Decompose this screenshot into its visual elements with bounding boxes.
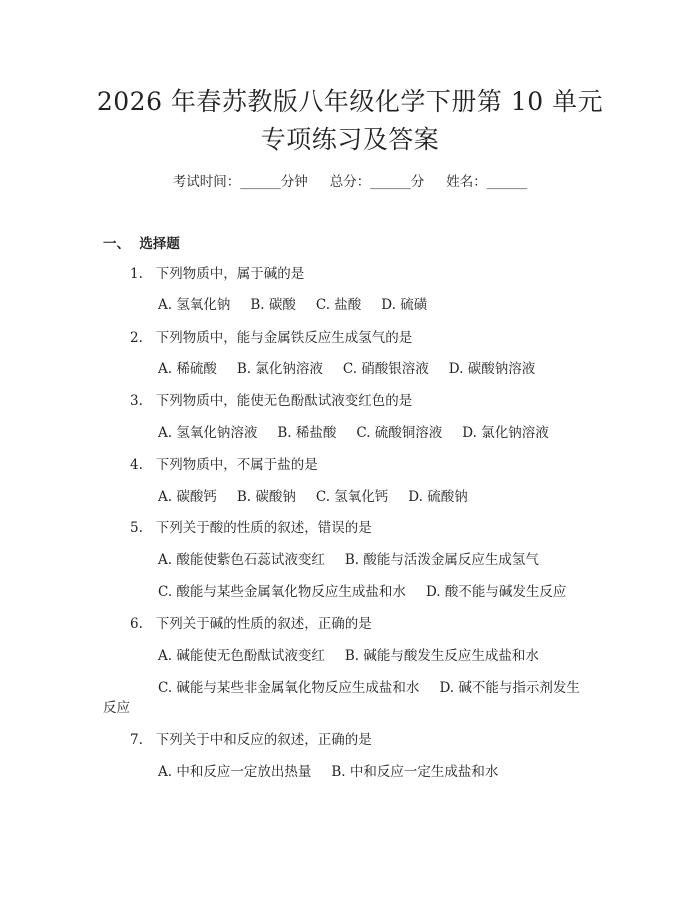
exam-info — [0, 170, 700, 190]
exam-time: 考试时间：______分钟 — [172, 174, 308, 190]
option-a: A. 氢氧化钠 — [158, 297, 231, 313]
question-4-options — [158, 485, 468, 505]
option-a: A. 中和反应一定放出热量 — [158, 764, 312, 780]
option-b: B. 碳酸 — [250, 297, 296, 313]
question-1: 1. 下列物质中，属于碱的是 — [130, 266, 305, 282]
option-a: A. 稀硫酸 — [158, 361, 217, 377]
section-heading: 一、 选择题 — [103, 236, 180, 252]
option-d: D. 碱不能与指示剂发生 — [439, 680, 580, 696]
page-title-line1: 2026 年春苏教版八年级化学下册第 10 单元 — [96, 87, 604, 116]
question-6-options-row2 — [158, 676, 580, 696]
question-4: 4. 下列物质中，不属于盐的是 — [130, 457, 318, 473]
option-b: B. 氯化钠溶液 — [236, 361, 323, 377]
option-c: C. 盐酸 — [315, 297, 362, 313]
option-b: B. 酸能与活泼金属反应生成氢气 — [344, 552, 539, 568]
question-5: 5. 下列关于酸的性质的叙述，错误的是 — [130, 520, 372, 536]
question-1-options — [158, 293, 427, 313]
question-7: 7. 下列关于中和反应的叙述，正确的是 — [130, 732, 372, 748]
option-c: C. 酸能与某些金属氧化物反应生成盐和水 — [158, 584, 406, 600]
option-d: D. 碳酸钠溶液 — [448, 361, 536, 377]
option-a: A. 氢氧化钠溶液 — [158, 425, 258, 441]
option-b: B. 碱能与酸发生反应生成盐和水 — [344, 648, 539, 664]
option-d: D. 酸不能与碱发生反应 — [425, 584, 567, 600]
question-3: 3. 下列物质中，能使无色酚酞试液变红色的是 — [130, 393, 413, 409]
option-b: B. 中和反应一定生成盐和水 — [331, 764, 499, 780]
option-c: C. 硝酸银溶液 — [342, 361, 429, 377]
option-c: C. 硫酸铜溶液 — [356, 425, 443, 441]
option-b: B. 稀盐酸 — [277, 425, 337, 441]
option-d: D. 硫磺 — [381, 297, 428, 313]
option-d: D. 氯化钠溶液 — [462, 425, 549, 441]
question-5-options-row2 — [158, 580, 566, 600]
question-7-options — [158, 760, 498, 780]
question-6-options-row1 — [158, 644, 539, 664]
question-3-options — [158, 421, 549, 441]
page-title-line2: 专项练习及答案 — [260, 125, 440, 154]
option-a: A. 酸能使紫色石蕊试液变红 — [158, 552, 325, 568]
question-6: 6. 下列关于碱的性质的叙述，正确的是 — [130, 616, 372, 632]
question-6-option-d-wrap: 反应 — [103, 700, 130, 716]
option-b: B. 碳酸钠 — [236, 489, 296, 505]
question-2: 2. 下列物质中，能与金属铁反应生成氢气的是 — [130, 330, 413, 346]
student-name: 姓名：______ — [446, 174, 528, 190]
question-2-options — [158, 357, 535, 377]
option-d: D. 硫酸钠 — [408, 489, 468, 505]
option-a: A. 碱能使无色酚酞试液变红 — [158, 648, 325, 664]
exam-score: 总分：______分 — [329, 174, 425, 190]
option-c: C. 氢氧化钙 — [315, 489, 389, 505]
question-5-options-row1 — [158, 548, 539, 568]
option-c: C. 碱能与某些非金属氧化物反应生成盐和水 — [158, 680, 420, 696]
option-a: A. 碳酸钙 — [158, 489, 217, 505]
